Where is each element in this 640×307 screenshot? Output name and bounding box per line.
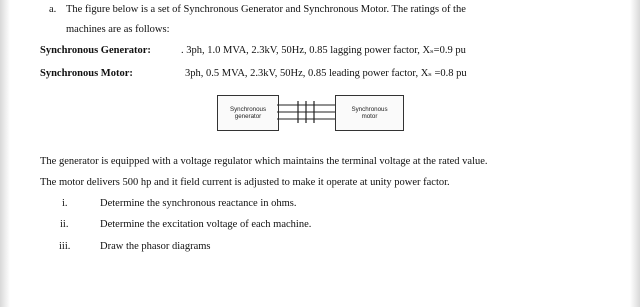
part-label: a. (49, 4, 57, 15)
generator-spec: . 3ph, 1.0 MVA, 2.3kV, 50Hz, 0.85 lagging power factor, Xₛ=0.9 pu (181, 45, 466, 56)
intro-line-1: The figure below is a set of Synchronous Generator and Synchronous Motor. The ratings of the (66, 4, 466, 15)
task-text: Determine the synchronous reactance in ohms. (100, 198, 297, 209)
page-edge-shadow-right (630, 0, 640, 307)
body-line-1: The generator is equipped with a voltage regulator which maintains the terminal voltage at the rated value. (40, 156, 488, 167)
task-text: Determine the excitation voltage of each machine. (100, 219, 312, 230)
task-number: iii. (59, 241, 71, 252)
generator-label: Synchronous Generator: (40, 45, 151, 56)
intro-line-2: machines are as follows: (66, 24, 170, 35)
motor-box-line2: motor (361, 113, 378, 120)
task-number: i. (62, 198, 68, 209)
motor-box-line1: Synchronous (351, 106, 388, 113)
motor-box (335, 95, 404, 131)
body-line-2: The motor delivers 500 hp and it field current is adjusted to make it operate at unity power factor. (40, 177, 450, 188)
task-number: ii. (60, 219, 69, 230)
motor-label: Synchronous Motor: (40, 68, 133, 79)
page-edge-shadow-left (0, 0, 10, 307)
task-text: Draw the phasor diagrams (100, 241, 211, 252)
generator-box (217, 95, 279, 131)
generator-box-line2: generator (234, 113, 262, 120)
motor-spec: 3ph, 0.5 MVA, 2.3kV, 50Hz, 0.85 leading power factor, Xₛ =0.8 pu (185, 68, 467, 79)
generator-box-line1: Synchronous (229, 106, 267, 113)
three-phase-connection (277, 95, 335, 129)
